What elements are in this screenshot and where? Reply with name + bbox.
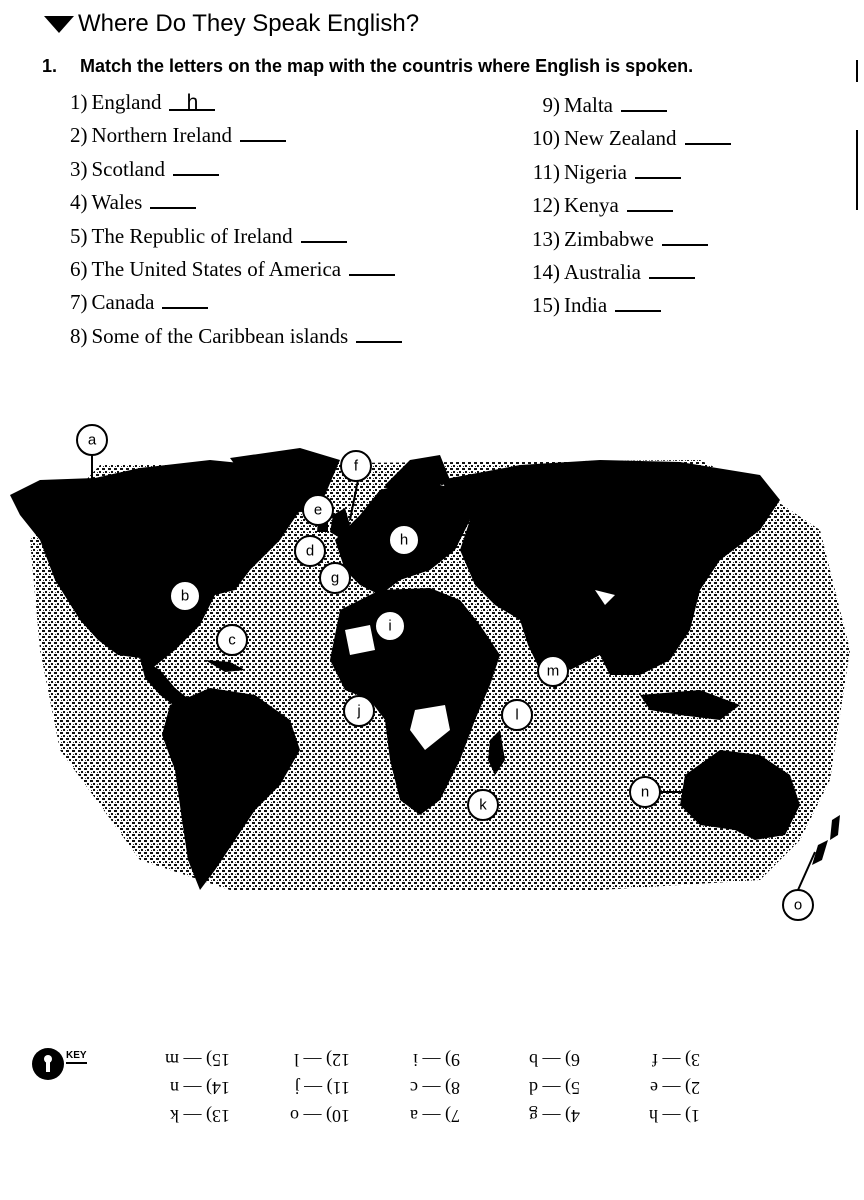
marker-o <box>783 890 813 920</box>
answer-key-column <box>290 1046 350 1130</box>
list-item <box>70 286 402 319</box>
svg-text:l: l <box>515 706 519 724</box>
answer-blank[interactable] <box>635 163 681 179</box>
country-name: Nigeria <box>564 159 627 184</box>
country-list-right <box>520 89 731 323</box>
list-item <box>70 253 402 286</box>
answer-key-column <box>529 1046 580 1130</box>
marker-a <box>77 425 107 455</box>
answer-blank[interactable] <box>356 327 402 343</box>
svg-text:h: h <box>399 531 409 549</box>
instruction <box>42 56 693 77</box>
answer-key-entry: 9) — i <box>413 1050 460 1070</box>
answer-key-entry: 12) — l <box>294 1050 350 1070</box>
country-name: Northern Ireland <box>91 123 233 148</box>
key-label: KEY <box>66 1050 87 1064</box>
world-map <box>0 420 864 940</box>
item-number: 2) <box>70 123 88 148</box>
list-item <box>70 220 402 253</box>
list-item <box>70 86 402 119</box>
marker-j <box>344 696 374 726</box>
country-name: Canada <box>91 290 155 315</box>
answer-blank[interactable] <box>615 296 661 312</box>
instruction-number: 1. <box>42 56 58 76</box>
country-name: India <box>564 293 608 318</box>
triangle-bullet-icon <box>44 16 74 33</box>
country-name: The United States of America <box>91 257 342 282</box>
svg-text:i: i <box>388 617 392 635</box>
title-text: Where Do They Speak English? <box>78 10 420 37</box>
svg-text:e: e <box>313 501 323 519</box>
answer-key-column <box>410 1046 460 1130</box>
item-number: 9) <box>542 93 560 117</box>
marker-e <box>303 495 333 525</box>
item-number: 11) <box>532 159 560 184</box>
answer-blank[interactable] <box>627 196 673 212</box>
item-number: 1) <box>70 90 88 114</box>
country-name: Scotland <box>91 156 165 181</box>
answer-blank[interactable]: h <box>169 95 215 111</box>
svg-text:g: g <box>330 569 340 587</box>
answer-blank[interactable] <box>301 227 347 243</box>
item-number: 8) <box>70 323 88 348</box>
answer-key-entry: 13) — k <box>170 1106 230 1126</box>
marker-h <box>389 525 419 555</box>
list-item <box>70 153 402 186</box>
answer-key-entry: 7) — a <box>410 1106 460 1126</box>
answer-key-entry: 3) — f <box>652 1050 700 1070</box>
list-item <box>520 256 731 289</box>
item-number: 15) <box>532 293 560 318</box>
answer-key-entry: 2) — e <box>650 1078 700 1098</box>
answer-blank[interactable] <box>150 193 196 209</box>
answer-key-column <box>165 1046 230 1130</box>
country-name: Wales <box>91 190 143 215</box>
marker-m <box>538 656 568 686</box>
item-number: 4) <box>70 190 88 215</box>
list-item <box>520 89 731 122</box>
svg-text:b: b <box>180 587 190 605</box>
item-number: 5) <box>70 223 88 248</box>
svg-text:d: d <box>305 542 315 560</box>
item-number: 10) <box>532 126 560 151</box>
list-item <box>70 186 402 219</box>
instruction-text: Match the letters on the map with the countris where English is spoken. <box>80 56 694 76</box>
country-name: The Republic of Ireland <box>91 223 293 248</box>
marker-g <box>320 563 350 593</box>
list-item <box>70 119 402 152</box>
key-icon <box>30 1046 66 1082</box>
svg-text:n: n <box>640 783 650 801</box>
country-name: New Zealand <box>564 126 677 151</box>
country-name: Australia <box>564 260 641 285</box>
country-list-left <box>70 86 402 353</box>
list-item <box>520 156 731 189</box>
answer-blank[interactable] <box>240 126 286 142</box>
answer-blank[interactable] <box>621 96 667 112</box>
answer-key-entry: 14) — n <box>170 1078 230 1098</box>
answer-blank[interactable] <box>662 230 708 246</box>
list-item <box>520 122 731 155</box>
margin-bar <box>856 130 858 210</box>
answer-blank[interactable] <box>173 160 219 176</box>
svg-text:f: f <box>353 457 359 475</box>
item-number: 3) <box>70 156 88 181</box>
item-number: 14) <box>532 260 560 285</box>
answer-key-entry: 1) — h <box>649 1106 700 1126</box>
marker-f <box>341 451 371 481</box>
country-name: Kenya <box>564 193 619 218</box>
country-name: England <box>91 90 162 114</box>
item-number: 6) <box>70 257 88 282</box>
list-item <box>520 223 731 256</box>
item-number: 12) <box>532 193 560 218</box>
answer-key-entry: 6) — b <box>529 1050 580 1070</box>
answer-key-entry: 11) — j <box>294 1078 350 1098</box>
marker-b <box>170 581 200 611</box>
worksheet-title <box>44 10 419 38</box>
margin-bar <box>856 60 858 82</box>
country-name: Zimbabwe <box>564 226 654 251</box>
answer-key-entry: 4) — g <box>529 1106 580 1126</box>
answer-key-upside-down <box>120 1040 700 1130</box>
answer-key-entry: 15) — m <box>165 1050 230 1070</box>
country-name: Malta <box>564 93 613 117</box>
svg-text:o: o <box>793 896 803 914</box>
marker-d <box>295 536 325 566</box>
answer-blank[interactable] <box>685 129 731 145</box>
svg-text:m: m <box>546 662 560 680</box>
marker-i <box>375 611 405 641</box>
svg-text:c: c <box>228 631 236 649</box>
item-number: 7) <box>70 290 88 315</box>
marker-n <box>630 777 660 807</box>
marker-k <box>468 790 498 820</box>
svg-text:j: j <box>357 702 361 720</box>
new-zealand <box>830 815 840 840</box>
answer-blank[interactable] <box>349 260 395 276</box>
answer-blank[interactable] <box>162 293 208 309</box>
svg-text:k: k <box>479 796 487 814</box>
list-item <box>520 289 731 322</box>
country-name: Some of the Caribbean islands <box>91 323 349 348</box>
marker-l <box>502 700 532 730</box>
item-number: 13) <box>532 226 560 251</box>
list-item <box>520 189 731 222</box>
list-item <box>70 320 402 353</box>
answer-key-entry: 5) — d <box>529 1078 580 1098</box>
marker-c <box>217 625 247 655</box>
answer-key-column <box>649 1046 700 1130</box>
answer-blank[interactable] <box>649 263 695 279</box>
answer-key-entry: 10) — o <box>290 1106 350 1126</box>
svg-text:a: a <box>87 431 97 449</box>
answer-key-entry: 8) — c <box>410 1078 460 1098</box>
